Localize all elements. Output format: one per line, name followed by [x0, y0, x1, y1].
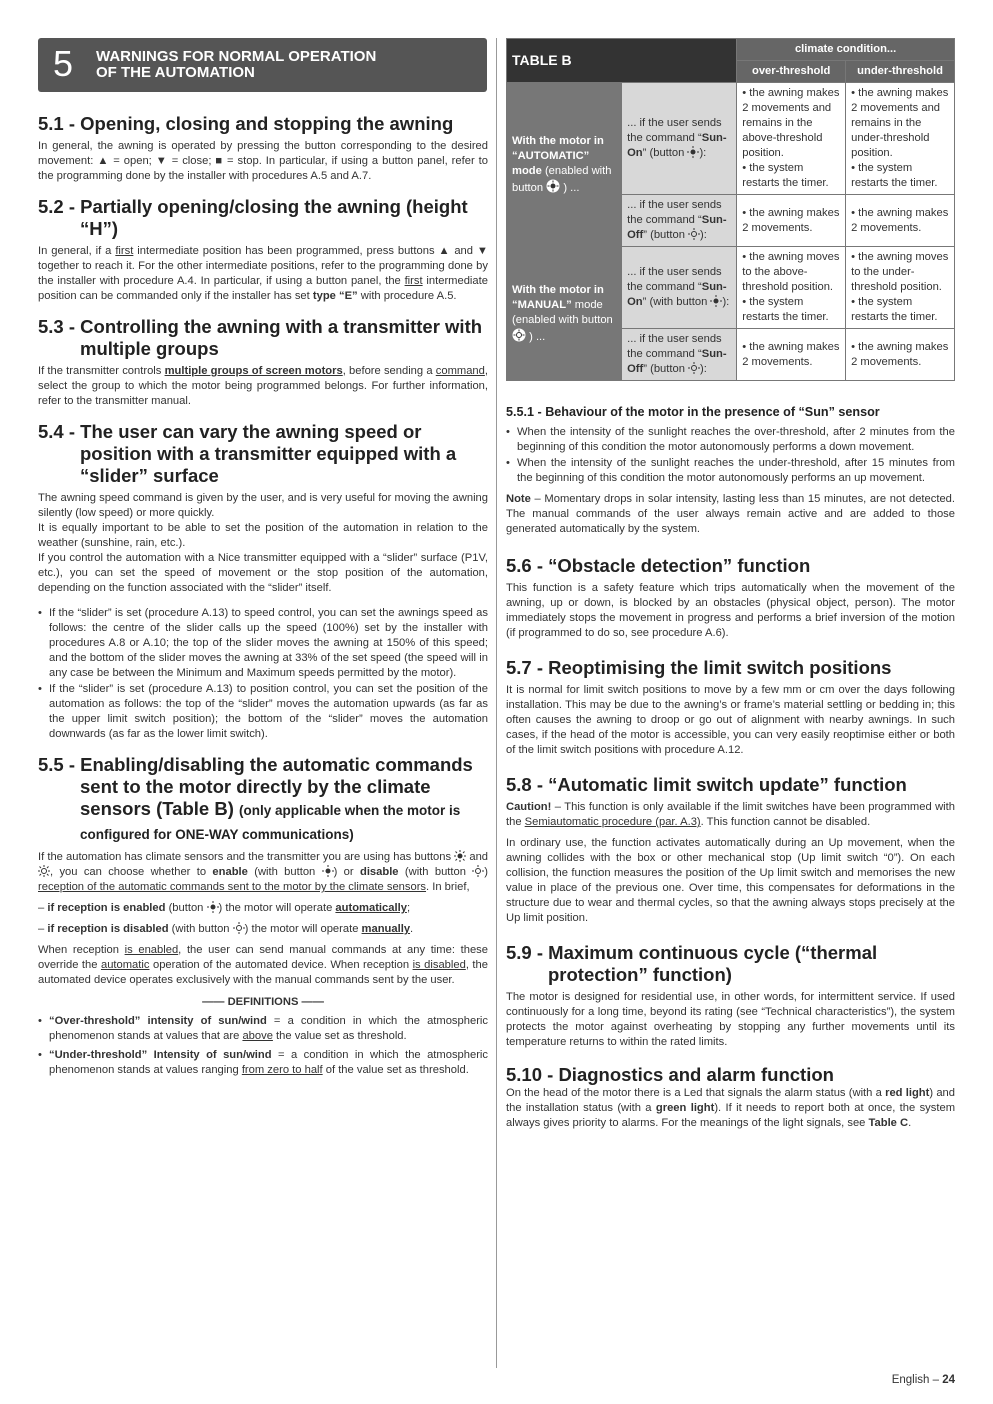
page-number: 24 [942, 1374, 955, 1386]
sun-on-condition: ... if the user sends the command “Sun-On” (with button ): [622, 247, 737, 329]
table-cell: • the awning makes 2 movements. [737, 195, 846, 247]
heading-5-2: 5.2 - Partially opening/closing the awning (height “H”) [38, 196, 468, 239]
para-5-5-b: When reception is enabled, the user can send manual commands at any time: these override the automatic operation of the automated device. When reception is disabled, the automated device operates exclusively with the manual commands sent by the user. [38, 944, 488, 986]
sun-on-icon [546, 179, 560, 193]
sun-on-icon [322, 865, 334, 877]
para-5-1: In general, the awning is operated by pressing the button corresponding to the desired movement: ▲ = open; ▼ = close; ■ = stop. In particular, if using a button panel, refer to the programming done by the installer with procedures A.5 and A.7. [38, 140, 488, 182]
sun-off-icon [688, 362, 700, 374]
note-5-5-1: Note – Momentary drops in solar intensity, lasting less than 15 minutes, are not detected. The manual commands of the user always remain active and are added to those generated automatically by the system. [506, 493, 955, 535]
sun-off-condition: ... if the user sends the command “Sun-Off” (button ): [622, 329, 737, 381]
table-cell: • the awning moves to the under-threshold position. • the system restarts the timer. [846, 247, 955, 329]
list-item: • When the intensity of the sunlight reaches the under-threshold, after 15 minutes from the beginning of this condition the motor autonomously performs an up movement. [506, 456, 955, 486]
page-footer: English – 24 [891, 1374, 955, 1386]
manual-mode-header: With the motor in “MANUAL” mode (enabled with button ) ... [507, 247, 622, 381]
table-cell: • the awning makes 2 movements and remains in the under-threshold position. • the system restarts the timer. [846, 83, 955, 195]
heading-5-5-1: 5.5.1 - Behaviour of the motor in the presence of “Sun” sensor [506, 405, 880, 419]
definitions-list [38, 1014, 488, 1078]
heading-5-8: 5.8 - “Automatic limit switch update” function [506, 774, 907, 795]
left-column [38, 113, 488, 1084]
list-item: • If the “slider” is set (procedure A.13) to position control, you can set the position of the automation as follows: the top of the “slider” moves the automation upwards (as far as the upper limit switch position); the bottom of the “slider” moves the automation downwards (as far as the lower limit switch). [38, 682, 488, 742]
disabled-line: – if reception is disabled (with button ) the motor will operate manually. [38, 923, 414, 935]
para-5-9: The motor is designed for residential use, in other words, for intermittent service. If used continuously for a long time, beyond its rating (see “Technical characteristics”), the system protects the motor against overheating by stopping any further movements until its temperature returns to within the rated limits. [506, 991, 955, 1048]
table-cell: • the awning makes 2 movements and remains in the above-threshold position. • the system restarts the timer. [737, 83, 846, 195]
section-header [38, 38, 487, 92]
table-cell: • the awning moves to the above-threshold position. • the system restarts the timer. [737, 247, 846, 329]
para-5-5-a: If the automation has climate sensors and the transmitter you are using has buttons and , you can choose whether to enable (with button ) or disable (with button ) reception of the automatic commands sent to the motor by the climate sensors. In brief, [38, 851, 489, 893]
heading-5-5: 5.5 - Enabling/disabling the automatic commands sent to the motor directly by the climate sensors (Table B) (only applicable when the motor is configured for ONE-WAY communications) [38, 754, 473, 842]
para-5-4-c: If you control the automation with a Nice transmitter equipped with a “slider” surface (P1V, etc.), you can set the speed of movement or the stop position of the automation, depending on the function associated with the “slider” itself. [38, 552, 488, 594]
climate-header: climate condition... [737, 39, 955, 61]
enabled-line: – if reception is enabled (button ) the motor will operate automatically; [38, 902, 411, 914]
heading-5-7: 5.7 - Reoptimising the limit switch positions [506, 657, 892, 678]
sun-on-icon [710, 295, 722, 307]
list-item: • “Over-threshold” intensity of sun/wind = a condition in which the atmospheric phenomenon stands at values that are above the value set as threshold. [38, 1014, 488, 1044]
heading-5-10: 5.10 - Diagnostics and alarm function [506, 1064, 834, 1085]
column-divider [496, 38, 497, 1368]
definitions-heading: —— DEFINITIONS —— [202, 996, 324, 1008]
list-item: • When the intensity of the sunlight reaches the over-threshold, after 2 minutes from the beginning of this condition the motor autonomously performs a down movement. [506, 425, 955, 455]
heading-5-6: 5.6 - “Obstacle detection” function [506, 555, 811, 576]
para-5-7: It is normal for limit switch positions to move by a few mm or cm over the days following installation. This may be due to the awning’s or frame’s material settling or bedding in; this often causes the awning to droop or go out of alignment with nearby awnings. In such cases, if the head of the motor is accessible, you can very easily reoptimise either or both of the limit switch positions with procedure A.12. [506, 684, 955, 756]
heading-5-1: 5.1 - Opening, closing and stopping the awning [38, 113, 454, 134]
sun-off-icon [472, 865, 484, 877]
sun-off-icon [688, 228, 700, 240]
heading-5-9: 5.9 - Maximum continuous cycle (“thermal protection” function) [506, 942, 878, 985]
section-title: WARNINGS FOR NORMAL OPERATION OF THE AUTOMATION [96, 48, 377, 81]
heading-5-3: 5.3 - Controlling the awning with a transmitter with multiple groups [38, 316, 483, 359]
sun-off-icon [233, 922, 245, 934]
caution-5-8: Caution! – This function is only available if the limit switches have been programmed with the Semiautomatic procedure (par. A.3). This function cannot be disabled. [506, 801, 955, 828]
automatic-mode-header: With the motor in “AUTOMATIC” mode (enabled with button ) ... [507, 83, 622, 247]
list-item: • If the “slider” is set (procedure A.13) to speed control, you can set the awnings speed as follows: the centre of the slider calls up the speed (100%) set by the installer with procedures A.8 or A.10; the top of the slider moves the awning at 150% of this speed; and the bottom of the slider moves the awning at 33% of the set speed (the speed will in any case be between the Minimum and Maximum speeds permitted by the motor). [38, 606, 488, 681]
over-threshold-header: over-threshold [737, 61, 846, 83]
section-number: 5 [53, 43, 74, 84]
para-5-2: In general, if a first intermediate position has been programmed, press buttons ▲ and ▼ together to reach it. For the other intermediate positions, refer to the programming done by the installer with procedure A.4. In particular, if using a button panel, the first intermediate position can be commanded only if the installer has set type “E” with procedure A.5. [38, 245, 488, 302]
para-5-4-a: The awning speed command is given by the user, and is very useful for moving the awning silently (low speed) or more quickly. [38, 492, 488, 519]
list-item: • “Under-threshold” Intensity of sun/wind = a condition in which the atmospheric phenomenon stands at values ranging from zero to half of the value set as threshold. [38, 1048, 488, 1078]
right-column [506, 38, 955, 1137]
para-5-8: In ordinary use, the function activates automatically during an Up movement, when the awning collides with the box or other mechanical stop (Up limit switch “0”). On each collision, the function measures the position of the Up limit switch and memorises the new value in place of the previous one. Over time, this compensates for deformations in the structure due to wear and thermal cycles, so that the awning always stops precisely at the Up limit position. [506, 837, 955, 924]
heading-5-4: 5.4 - The user can vary the awning speed or position with a transmitter equipped with a “slider” surface [38, 421, 457, 486]
table-b [506, 38, 955, 381]
table-cell: • the awning makes 2 movements. [846, 329, 955, 381]
sun-on-condition: ... if the user sends the command “Sun-On” (button ): [622, 83, 737, 195]
table-cell: • the awning makes 2 movements. [737, 329, 846, 381]
list-5-5-1 [506, 425, 955, 486]
sun-on-icon [454, 850, 466, 862]
under-threshold-header: under-threshold [846, 61, 955, 83]
sun-off-condition: ... if the user sends the command “Sun-Off” (button ): [622, 195, 737, 247]
para-5-4-b: It is equally important to be able to set the position of the automation in relation to the weather (sunshine, rain, etc.). [38, 522, 488, 549]
sun-on-icon [687, 146, 699, 158]
para-5-3: If the transmitter controls multiple groups of screen motors, before sending a command, select the group to which the motor being programmed belongs. For further information, refer to the transmitter manual. [38, 365, 488, 407]
table-cell: • the awning makes 2 movements. [846, 195, 955, 247]
sun-on-icon [207, 901, 219, 913]
para-5-6: This function is a safety feature which trips automatically when the movement of the awning, up or down, is blocked by an obstacles (physical object, person). The motor immediately stops the movement in progress and performs a brief inversion of the motion (if programmed to do so, see procedure A.6). [506, 582, 955, 639]
table-title: TABLE B [507, 39, 737, 83]
list-5-4 [38, 606, 488, 742]
sun-off-icon [38, 865, 50, 877]
sun-off-icon [512, 328, 526, 342]
para-5-10: On the head of the motor there is a Led that signals the alarm status (with a red light) and the installation status (with a green light). If it needs to report both at once, the system always gives priority to alarms. For the meanings of the light signals, see Table C. [506, 1087, 956, 1129]
